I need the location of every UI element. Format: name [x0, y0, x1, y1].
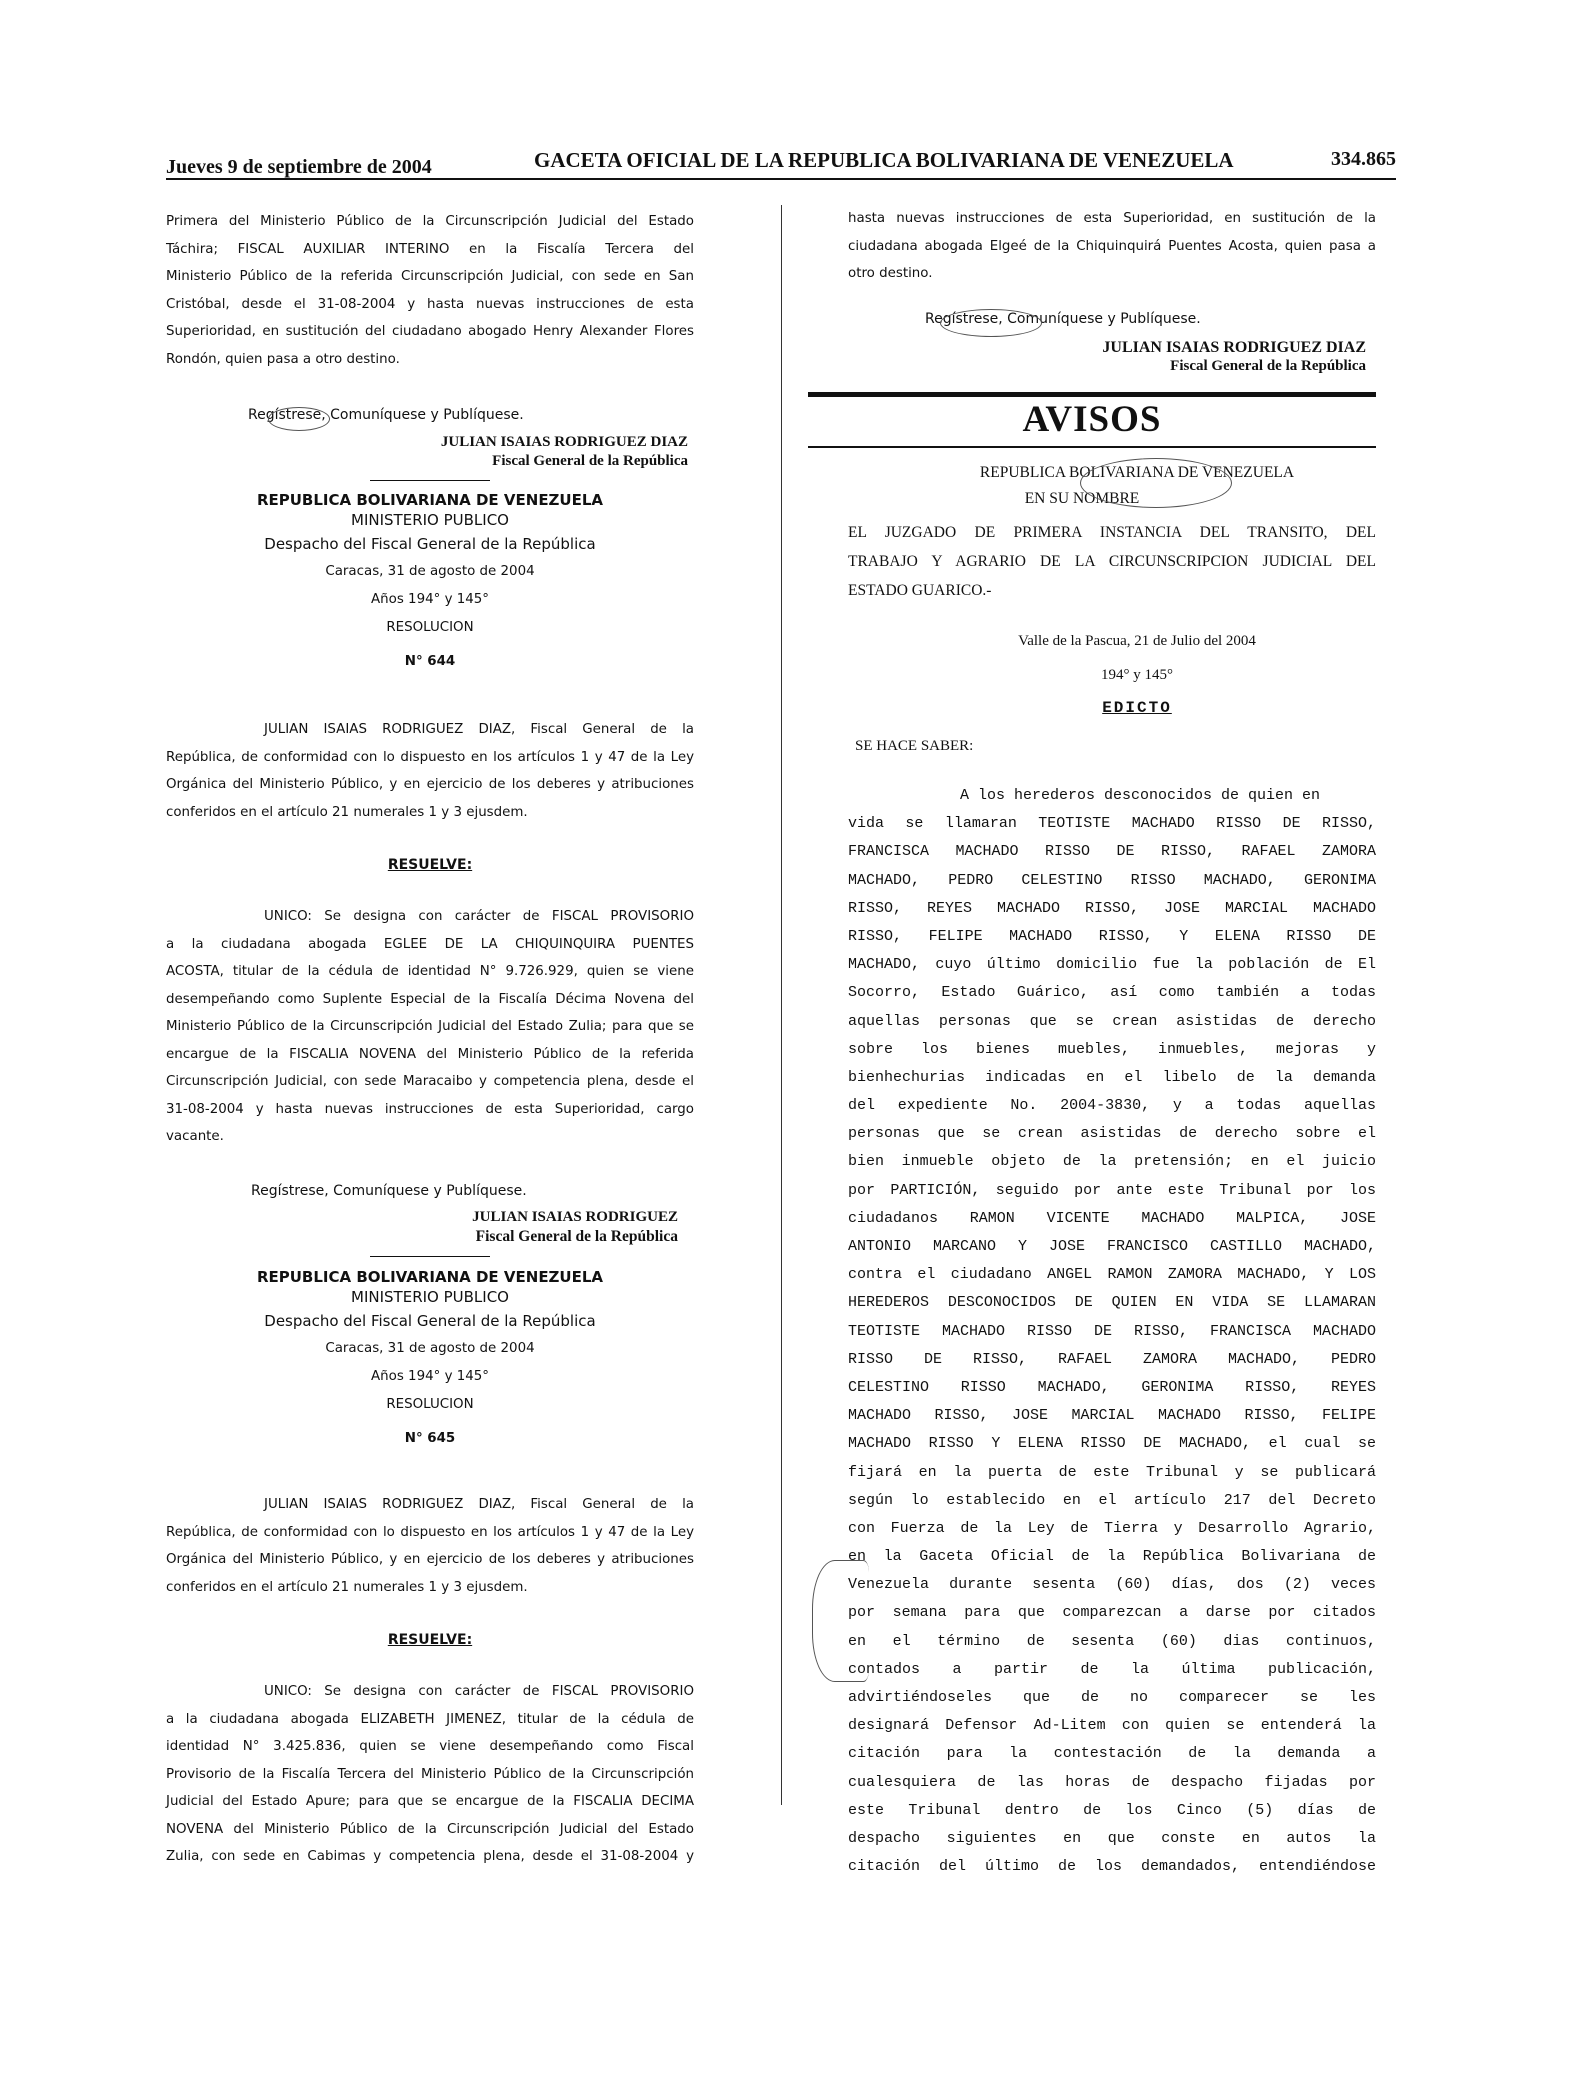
seal-stamp-3 — [1080, 458, 1232, 508]
edicto-date-block: Valle de la Pascua, 21 de Julio del 2004 194° y 145° — [1018, 633, 1256, 683]
signer-name-1: JULIAN ISAIAS RODRIGUEZ DIAZ — [440, 434, 688, 450]
seal-stamp-2 — [940, 309, 1042, 337]
page-header — [166, 148, 1396, 182]
header-page-number: 334.865 — [1331, 148, 1396, 170]
closing-2: Regístrese, Comuníquese y Publíquese. — [251, 1183, 527, 1199]
resolution-644-preamble: JULIAN ISAIAS RODRIGUEZ DIAZ, Fiscal General de la República, de conformidad con lo dispuesto en los artículos 1 y 47 de la Ley Orgánica del Ministerio Público, y en ejercicio de los deberes y atribuciones conferidos en el artículo 21 numerales 1 y 3 ejusdem. — [166, 722, 694, 820]
left-intro: Primera del Ministerio Público de la Circunscripción Judicial del Estado Táchira; FISCAL AUXILIAR INTERINO en la Fiscalía Tercera del Ministerio Público de la referida Circunscripción Judicial, con sede en San Cristóbal, desde el 31-08-2004 y hasta nuevas instrucciones de esta Superioridad, en sustitución del ciudadano abogado Henry Alexander Flores Rondón, quien pasa a otro destino. — [166, 214, 694, 367]
closing-1: Regístrese, Comuníquese y Publíquese. — [248, 407, 524, 423]
resolution-645-header: REPUBLICA BOLIVARIANA DE VENEZUELA MINISTERIO PUBLICO Despacho del Fiscal General de la República Caracas, 31 de agosto de 2004 Años 194° y 145° RESOLUCION N° 645 — [256, 1268, 604, 1446]
resolution-644-header: REPUBLICA BOLIVARIANA DE VENEZUELA MINISTERIO PUBLICO Despacho del Fiscal General de la República Caracas, 31 de agosto de 2004 Años 194° y 145° RESOLUCION N° 644 — [256, 491, 604, 669]
signature-block-3 — [990, 338, 1366, 376]
resolution-644-body: UNICO: Se designa con carácter de FISCAL PROVISORIO a la ciudadana abogada EGLEE DE LA CHIQUINQUIRA PUENTES ACOSTA, titular de la cédula de identidad N° 9.726.929, quien se viene desempeñando como Suplente Especial de la Fiscalía Décima Novena del Ministerio Público de la Circunscripción Judicial del Estado Zulia; para que se encargue de la FISCALIA NOVENA del Ministerio Público de la referida Circunscripción Judicial, con sede Maracaibo y competencia plena, desde el 31-08-2004 y hasta nuevas instrucciones de esta Superioridad, cargo vacante. — [166, 909, 694, 1144]
signer-title-3: Fiscal General de la República — [1170, 358, 1366, 374]
signer-name-2: JULIAN ISAIAS RODRIGUEZ — [472, 1209, 678, 1225]
resolution-645-preamble: JULIAN ISAIAS RODRIGUEZ DIAZ, Fiscal General de la República, de conformidad con lo dispuesto en los artículos 1 y 47 de la Ley Orgánica del Ministerio Público, y en ejercicio de los deberes y atribuciones conferidos en el artículo 21 numerales 1 y 3 ejusdem. — [166, 1497, 694, 1595]
signature-block-2 — [340, 1208, 678, 1246]
court-name: EL JUZGADO DE PRIMERA INSTANCIA DEL TRANSITO, DEL TRABAJO Y AGRARIO DE LA CIRCUNSCRIPCION JUDICIAL DEL ESTADO GUARICO.- — [848, 524, 1376, 599]
separator-1 — [370, 480, 490, 481]
column-divider — [781, 205, 782, 1805]
header-date: Jueves 9 de septiembre de 2004 — [166, 156, 432, 178]
resolution-644-resuelve: RESUELVE: — [387, 857, 473, 873]
signer-name-3: JULIAN ISAIAS RODRIGUEZ DIAZ — [1102, 339, 1366, 356]
seal-stamp-4 — [812, 1560, 869, 1682]
signer-title-1: Fiscal General de la República — [492, 453, 688, 469]
signer-title-2: Fiscal General de la República — [475, 1228, 678, 1245]
avisos-heading: AVISOS — [1022, 399, 1162, 440]
seal-stamp-1 — [268, 407, 330, 431]
edicto-body: A los herederos desconocidos de quien en vida se llamaran TEOTISTE MACHADO RISSO DE RISSO, FRANCISCA MACHADO RISSO DE RISSO, RAFAEL ZAMORA MACHADO, PEDRO CELESTINO RISSO MACHADO, GERONIMA RISSO, REYES MACHADO RISSO, JOSE MARCIAL MACHADO RISSO, FELIPE MACHADO RISSO, Y ELENA RISSO DE MACHADO, cuyo último domicilio fue la población de El Socorro, Estado Guárico, así como también a todas aquellas personas que se crean asistidas de derecho sobre los bienes muebles, inmuebles, mejoras y bienhechurias indicadas en el libelo de la demanda del expediente No. 2004-3830, y a todas aquellas personas que se crean asistidas de derecho sobre el bien inmueble objeto de la pretensión; en el juicio por PARTICIÓN, seguido por ante este Tribunal por los ciudadanos RAMON VICENTE MACHADO MALPICA, JOSE ANTONIO MARCANO Y JOSE FRANCISCO CASTILLO MACHADO, contra el ciudadano ANGEL RAMON ZAMORA MACHADO, Y LOS HEREDEROS DESCONOCIDOS DE QUIEN EN VIDA SE LLAMARAN TEOTISTE MACHADO RISSO DE RISSO, FRANCISCA MACHADO RISSO DE RISSO, RAFAEL ZAMORA MACHADO, PEDRO CELESTINO RISSO MACHADO, GERONIMA RISSO, REYES MACHADO RISSO, JOSE MARCIAL MACHADO RISSO, FELIPE MACHADO RISSO Y ELENA RISSO DE MACHADO, el cual se fijará en la puerta de este Tribunal y se publicará según lo establecido en el artículo 217 del Decreto con Fuerza de la Ley de Tierra y Desarrollo Agrario, en la Gaceta Oficial de la República Bolivariana de Venezuela durante sesenta (60) días, dos (2) veces por semana para que comparezcan a darse por citados en el término de sesenta (60) dias continuos, contados a partir de la última publicación, advirtiéndoseles que de no comparecer se les designará Defensor Ad-Litem con quien se entenderá la citación para la contestación de la demanda a cualesquiera de las horas de despacho fijadas por este Tribunal dentro de los Cinco (5) días de despacho siguientes en que conste en autos la citación del último de los demandados, entendiéndose — [848, 787, 1376, 1876]
header-rule — [166, 178, 1396, 180]
edicto-title: EDICTO — [1102, 699, 1172, 717]
resolution-645-resuelve: RESUELVE: — [387, 1632, 473, 1648]
resolution-645-body: UNICO: Se designa con carácter de FISCAL PROVISORIO a la ciudadana abogada ELIZABETH JIMENEZ, titular de la cédula de identidad N° 3.425.836, quien se viene desempeñando como Fiscal Provisorio de la Fiscalía Tercera del Ministerio Público de la Circunscripción Judicial del Estado Apure; para que se encargue de la FISCALIA DECIMA NOVENA del Ministerio Público de la Circunscripción Judicial del Estado Zulia, con sede en Cabimas y competencia plena, desde el 31-08-2004 y — [166, 1684, 694, 1864]
separator-2 — [370, 1256, 490, 1257]
avisos-rule-top — [808, 392, 1376, 397]
closing-3: Regístrese, Comuníquese y Publíquese. — [925, 311, 1201, 327]
header-title: GACETA OFICIAL DE LA REPUBLICA BOLIVARIANA DE VENEZUELA — [534, 148, 1234, 172]
signature-block-1 — [340, 433, 688, 471]
edicto-republic-header: REPUBLICA BOLIVARIANA DE VENEZUELA EN SU NOMBRE — [979, 464, 1295, 507]
right-intro: hasta nuevas instrucciones de esta Superioridad, en sustitución de la ciudadana abogada Elgeé de la Chiquinquirá Puentes Acosta, quien pasa a otro destino. — [848, 211, 1376, 281]
avisos-rule-bottom — [808, 446, 1376, 448]
se-hace-saber: SE HACE SABER: — [855, 738, 974, 754]
